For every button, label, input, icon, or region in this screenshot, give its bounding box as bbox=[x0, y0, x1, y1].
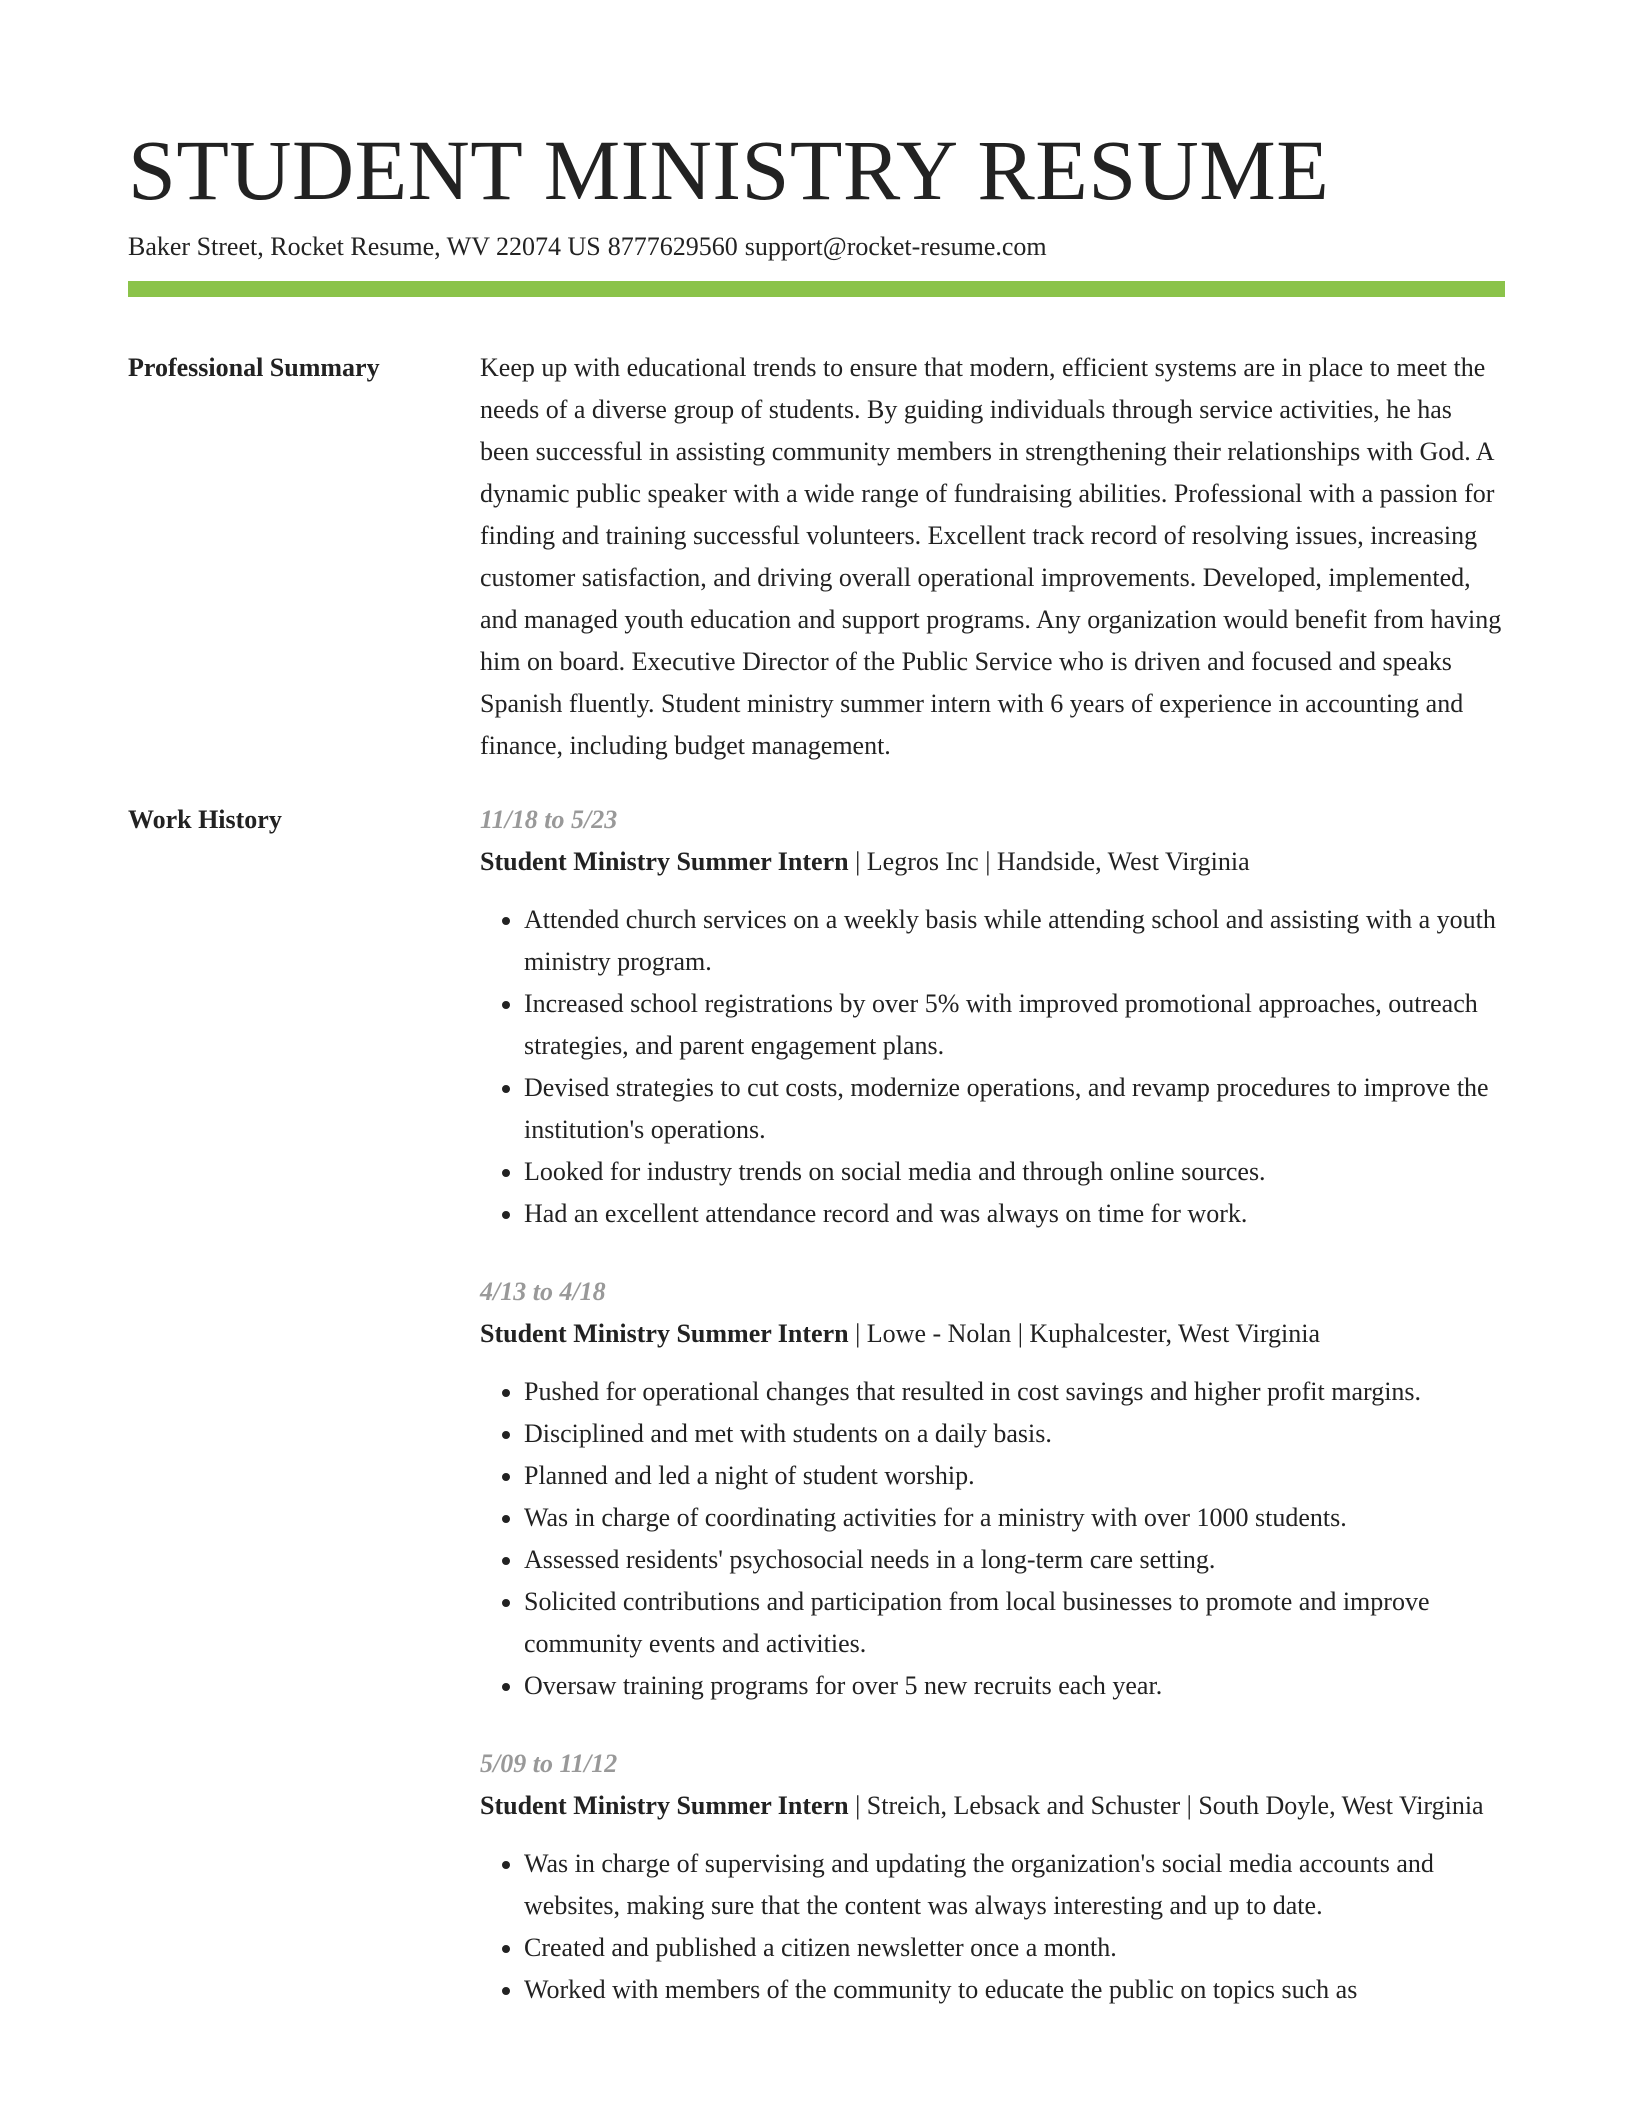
job-bullet: • Was in charge of coordinating activities for a ministry with over 1000 students. bbox=[524, 1497, 1505, 1539]
job-title: Student Ministry Summer Intern bbox=[480, 847, 849, 876]
job-dates: 5/09 to 11/12 bbox=[480, 1749, 618, 1778]
work-history-body bbox=[480, 799, 1505, 2011]
job-bullet: • Oversaw training programs for over 5 new recruits each year. bbox=[524, 1665, 1505, 1707]
resume-page bbox=[128, 0, 1505, 2011]
job-company-location: | Lowe - Nolan | Kuphalcester, West Virginia bbox=[848, 1319, 1321, 1348]
summary-text: Keep up with educational trends to ensure that modern, efficient systems are in place to meet the needs of a diverse group of students. By guiding individuals through service activities, he has been successful in assisting community members in strengthening their relationships with God. A dynamic public speaker with a wide range of fundraising abilities. Professional with a passion for finding and training successful volunteers. Excellent track record of resolving issues, increasing customer satisfaction, and driving overall operational improvements. Developed, implemented, and managed youth education and support programs. Any organization would benefit from having him on board. Executive Director of the Public Service who is driven and focused and speaks Spanish fluently. Student ministry summer intern with 6 years of experience in accounting and finance, including budget management. bbox=[480, 353, 1502, 760]
job-bullet: • Assessed residents' psychosocial needs in a long-term care setting. bbox=[524, 1539, 1505, 1581]
contact-email: support@rocket-resume.com bbox=[744, 232, 1047, 261]
summary-body bbox=[480, 347, 1505, 767]
job-bullet: • Solicited contributions and participation from local businesses to promote and improve community events and activities. bbox=[524, 1581, 1505, 1665]
job-bullet: • Disciplined and met with students on a daily basis. bbox=[524, 1413, 1505, 1455]
job-bullet-list bbox=[480, 1371, 1505, 1707]
resume-header bbox=[128, 122, 1505, 297]
job-bullet-list bbox=[480, 1843, 1505, 2011]
contact-phone: 8777629560 bbox=[607, 232, 738, 261]
job-bullet-list bbox=[480, 899, 1505, 1235]
job-bullet: • Pushed for operational changes that resulted in cost savings and higher profit margins. bbox=[524, 1371, 1505, 1413]
job-dates: 11/18 to 5/23 bbox=[480, 805, 618, 834]
professional-summary-section bbox=[128, 347, 1505, 767]
job-entry bbox=[480, 1271, 1505, 1707]
job-title: Student Ministry Summer Intern bbox=[480, 1791, 849, 1820]
job-bullet: • Planned and led a night of student worship. bbox=[524, 1455, 1505, 1497]
work-history-section bbox=[128, 799, 1505, 2011]
contact-address: Baker Street, Rocket Resume, WV 22074 US bbox=[128, 232, 601, 261]
job-company-location: | Legros Inc | Handside, West Virginia bbox=[848, 847, 1250, 876]
section-label-work-history: Work History bbox=[128, 805, 282, 834]
job-bullet: • Devised strategies to cut costs, modernize operations, and revamp procedures to improve the institution's operations. bbox=[524, 1067, 1505, 1151]
job-dates: 4/13 to 4/18 bbox=[480, 1277, 606, 1306]
job-bullet: • Looked for industry trends on social media and through online sources. bbox=[524, 1151, 1505, 1193]
job-role-line bbox=[480, 841, 1505, 883]
job-company-location: | Streich, Lebsack and Schuster | South Doyle, West Virginia bbox=[848, 1791, 1484, 1820]
job-bullet: • Increased school registrations by over 5% with improved promotional approaches, outreach strategies, and parent engagement plans. bbox=[524, 983, 1505, 1067]
section-label-summary: Professional Summary bbox=[128, 353, 380, 382]
job-bullet: • Was in charge of supervising and updating the organization's social media accounts and websites, making sure that the content was always interesting and up to date. bbox=[524, 1843, 1505, 1927]
header-divider bbox=[128, 281, 1505, 297]
job-role-line bbox=[480, 1313, 1505, 1355]
job-entry bbox=[480, 799, 1505, 1235]
job-bullet: • Worked with members of the community to educate the public on topics such as bbox=[524, 1969, 1505, 2011]
job-role-line bbox=[480, 1785, 1505, 1827]
job-bullet: • Created and published a citizen newsletter once a month. bbox=[524, 1927, 1505, 1969]
resume-title: STUDENT MINISTRY RESUME bbox=[128, 122, 1330, 218]
contact-line bbox=[128, 230, 1505, 264]
job-title: Student Ministry Summer Intern bbox=[480, 1319, 849, 1348]
job-bullet: • Had an excellent attendance record and was always on time for work. bbox=[524, 1193, 1505, 1235]
job-bullet: • Attended church services on a weekly basis while attending school and assisting with a youth ministry program. bbox=[524, 899, 1505, 983]
job-entry bbox=[480, 1743, 1505, 2011]
